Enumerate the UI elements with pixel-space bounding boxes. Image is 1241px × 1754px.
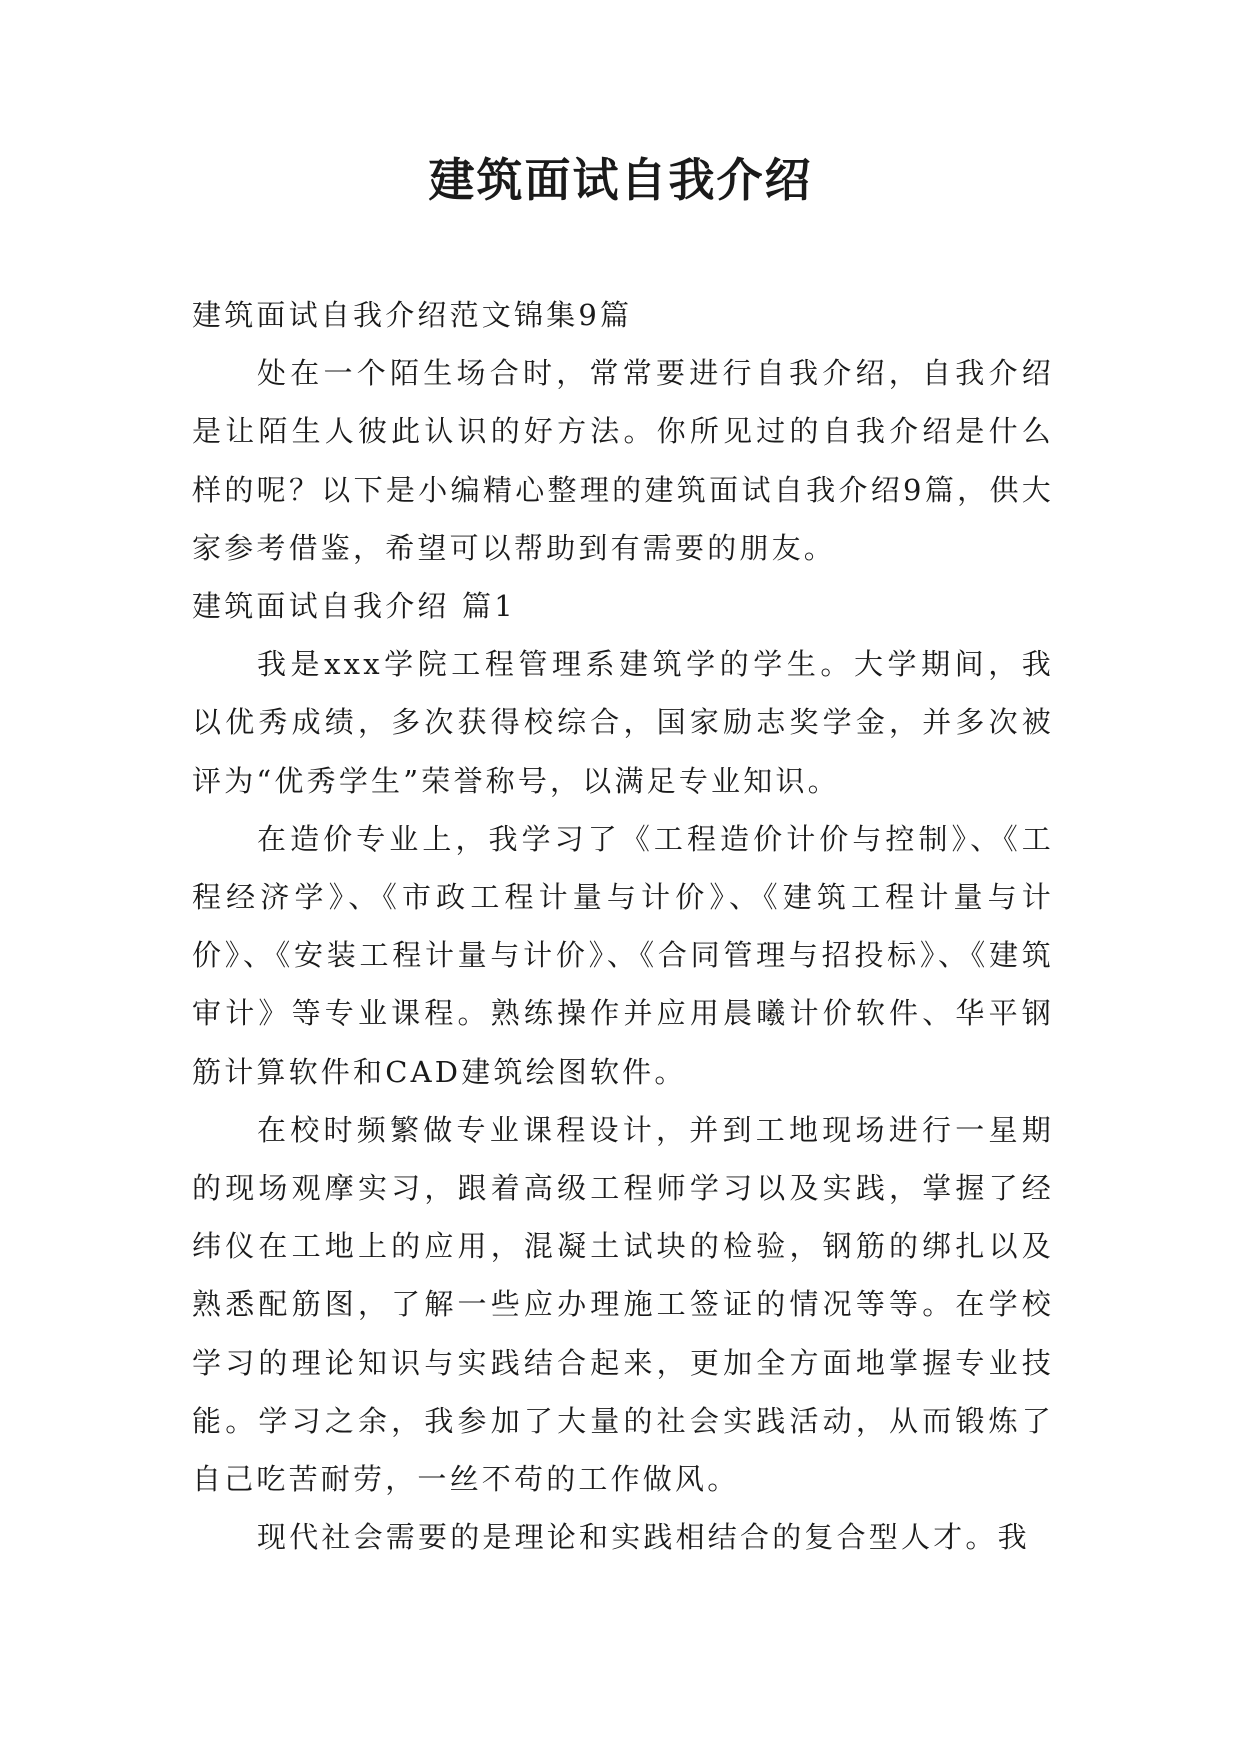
document-subtitle: 建筑面试自我介绍范文锦集9篇 — [192, 298, 633, 332]
body-paragraph: 我是xxx学院工程管理系建筑学的学生。大学期间，我以优秀成绩，多次获得校综合，国家励志奖学金，并多次被评为“优秀学生”荣誉称号，以满足专业知识。 — [192, 647, 1054, 798]
section-heading: 建筑面试自我介绍 篇1 — [192, 589, 516, 624]
intro-paragraph: 处在一个陌生场合时，常常要进行自我介绍，自我介绍是让陌生人彼此认识的好方法。你所见过的自我介绍是什么样的呢？以下是小编精心整理的建筑面试自我介绍9篇，供大家参考借鉴，希望可以帮助到有需要的朋友。 — [192, 356, 1054, 565]
document-body — [192, 286, 1054, 1566]
body-paragraph: 在校时频繁做专业课程设计，并到工地现场进行一星期的现场观摩实习，跟着高级工程师学习以及实践，掌握了经纬仪在工地上的应用，混凝土试块的检验，钢筋的绑扎以及熟悉配筋图，了解一些应办理施工签证的情况等等。在学校学习的理论知识与实践结合起来，更加全方面地掌握专业技能。学习之余，我参加了大量的社会实践活动，从而锻炼了自己吃苦耐劳，一丝不苟的工作做风。 — [192, 1112, 1054, 1497]
document-title: 建筑面试自我介绍 — [428, 153, 813, 207]
body-paragraph: 现代社会需要的是理论和实践相结合的复合型人才。我 — [257, 1520, 1030, 1555]
body-paragraph: 在造价专业上，我学习了《工程造价计价与控制》、《工程经济学》、《市政工程计量与计价》、《建筑工程计量与计价》、《安装工程计量与计价》、《合同管理与招投标》、《建筑审计》等专业课程。熟练操作并应用晨曦计价软件、华平钢筋计算软件和CAD建筑绘图软件。 — [192, 821, 1054, 1089]
